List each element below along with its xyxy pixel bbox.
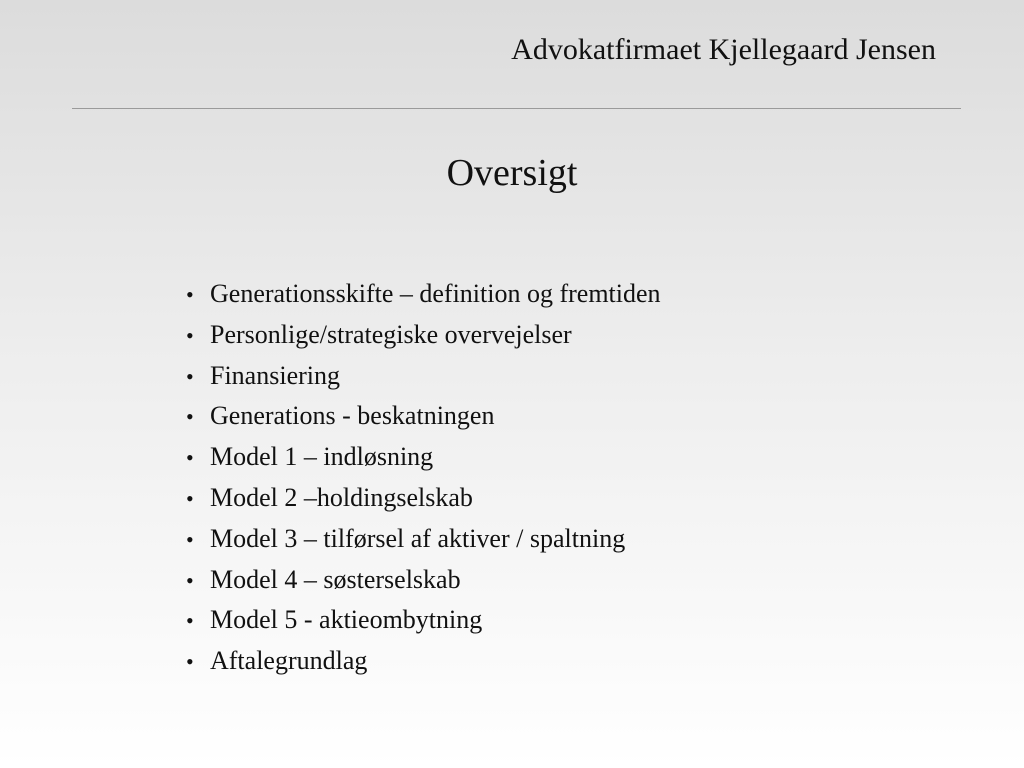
- bullet-icon: •: [186, 445, 194, 471]
- list-item-label: Model 4 – søsterselskab: [210, 564, 461, 594]
- header-divider: [72, 108, 961, 109]
- bullet-icon: •: [186, 567, 194, 593]
- list-item: [186, 560, 661, 601]
- bullet-icon: •: [186, 485, 194, 511]
- list-item: [186, 478, 661, 519]
- bullet-icon: •: [186, 526, 194, 552]
- bullet-icon: •: [186, 404, 194, 430]
- bullet-list: [186, 274, 661, 682]
- list-item-label: Model 1 – indløsning: [210, 442, 434, 472]
- slide-title: Oversigt: [446, 152, 578, 194]
- list-item-label: Model 3 – tilførsel af aktiver / spaltning: [210, 523, 626, 553]
- bullet-icon: •: [186, 322, 194, 348]
- list-item-label: Personlige/strategiske overvejelser: [210, 319, 572, 349]
- list-item-label: Model 5 - aktieombytning: [210, 605, 483, 635]
- bullet-icon: •: [186, 649, 194, 675]
- list-item-label: Model 2 –holdingselskab: [210, 482, 473, 512]
- bullet-icon: •: [186, 282, 194, 307]
- list-item-label: Finansiering: [210, 360, 340, 390]
- list-item: [186, 600, 661, 641]
- list-item: [186, 315, 661, 356]
- list-item: [186, 274, 661, 315]
- bullet-icon: •: [186, 363, 194, 389]
- list-item: [186, 396, 661, 437]
- list-item: [186, 437, 661, 478]
- list-item-label: Generationsskifte – definition og fremtiden: [210, 279, 661, 308]
- list-item: [186, 356, 661, 397]
- firm-name-header: Advokatfirmaet Kjellegaard Jensen: [511, 33, 936, 66]
- bullet-icon: •: [186, 608, 194, 634]
- list-item: [186, 519, 661, 560]
- list-item-label: Aftalegrundlag: [210, 646, 368, 676]
- list-item-label: Generations - beskatningen: [210, 401, 495, 431]
- list-item: [186, 641, 661, 682]
